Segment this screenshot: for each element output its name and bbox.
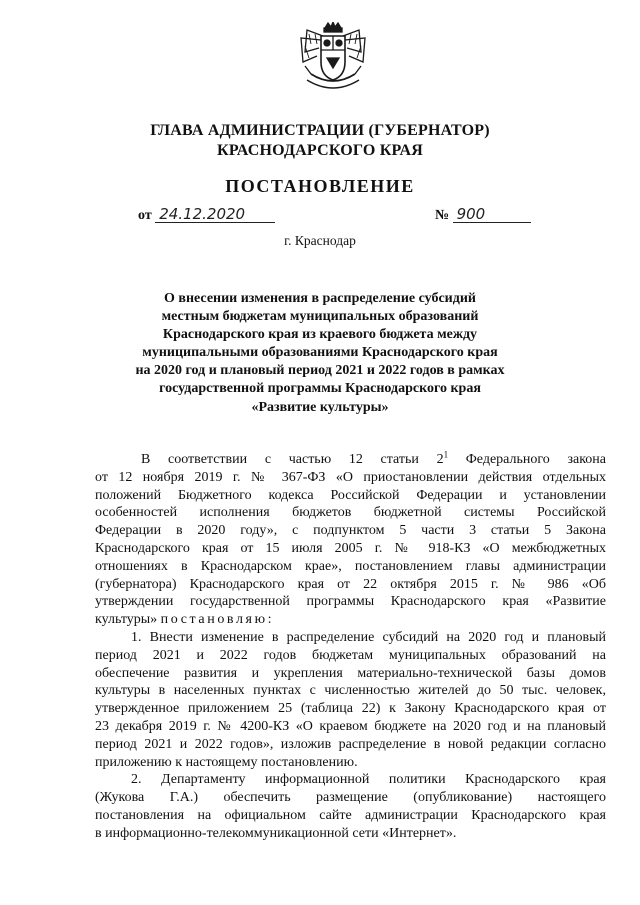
document-title (120, 290, 520, 417)
date-prefix: от (138, 208, 152, 223)
body-line: 23 декабря 2019 г. № 4200-КЗ «О краевом бюджете на 2020 год и на плановый (95, 718, 606, 734)
body-line: культуры» постановляю: (95, 612, 275, 628)
body-line: период 2021 и 2022 годов бюджетам муниципальных образований на (95, 647, 606, 663)
body-line: утвержденное приложением 25 (таблица 22) к Закону Краснодарского края от (95, 701, 606, 717)
date-field (138, 206, 275, 224)
body-line: (Жукова Г.А.) обеспечить размещение (опубликование) настоящего (95, 790, 606, 806)
issuer-line-1: ГЛАВА АДМИНИСТРАЦИИ (ГУБЕРНАТОР) (150, 122, 490, 139)
title-line: О внесении изменения в распределение субсидий (164, 291, 476, 306)
number-prefix: № (435, 208, 450, 223)
body-line: приложению к настоящему постановлению. (95, 754, 358, 770)
body-line: постановления на официальном сайте администрации Краснодарского края (95, 807, 606, 823)
title-line: на 2020 год и плановый период 2021 и 2022 годов в рамках (135, 363, 505, 379)
resolution-word: постановляю: (160, 612, 275, 628)
document-body (95, 451, 606, 843)
body-line: культуры в населенных пунктах с численностью жителей до 50 тыс. человек, (95, 683, 606, 699)
body-line: период 2021 и 2022 годов», изложив распределение в новой редакции согласно (95, 736, 606, 752)
number-field (435, 206, 531, 224)
city-label: г. Краснодар (284, 233, 356, 248)
body-line: утверждении государственной программы Краснодарского края «Развитие (95, 594, 606, 610)
issuer-heading (0, 121, 640, 161)
body-line: обеспечение развития и укрепления материально-технической базы домов (95, 665, 606, 681)
body-line: (губернатора) Краснодарского края от 22 октября 2015 г. № 986 «Об (95, 576, 606, 592)
body-line: от 12 ноября 2019 г. № 367-ФЗ «О приостановлении действия отдельных (95, 469, 606, 485)
title-line: «Развитие культуры» (251, 399, 389, 415)
issuer-line-2: КРАСНОДАРСКОГО КРАЯ (217, 142, 423, 159)
body-line: Краснодарского края от 15 июля 2005 г. № 918-КЗ «О межбюджетных (95, 540, 606, 556)
title-line: Краснодарского края из краевого бюджета между (162, 327, 478, 343)
body-line: особенностей исполнения бюджетов бюджетной системы Российской (95, 505, 606, 521)
coat-of-arms-icon (297, 22, 369, 98)
title-line: государственной программы Краснодарского края (159, 381, 481, 397)
body-line: в информационно-телекоммуникационной сети «Интернет». (95, 825, 457, 841)
date-value: 24.12.2020 (155, 206, 275, 223)
body-line: В соответствии с частью 12 статьи $2^1$ Федерального закона (141, 451, 606, 467)
body-line: положений Бюджетного кодекса Российской Федерации и установлении (95, 487, 606, 503)
body-line: 2. Департаменту информационной политики Краснодарского края (131, 772, 606, 788)
body-line: 1. Внести изменение в распределение субсидий на 2020 год и плановый (131, 629, 606, 645)
title-line: муниципальными образованиями Краснодарского края (142, 345, 498, 361)
number-value: 900 (453, 206, 531, 223)
body-line: отношениях в Краснодарском крае», постановлением главы администрации (95, 558, 606, 574)
document-type: ПОСТАНОВЛЕНИЕ (225, 176, 415, 196)
title-line: местным бюджетам муниципальных образований (161, 309, 479, 325)
body-line: Федерации в 2020 году», с подпунктом 5 части 3 статьи 5 Закона (95, 523, 606, 539)
